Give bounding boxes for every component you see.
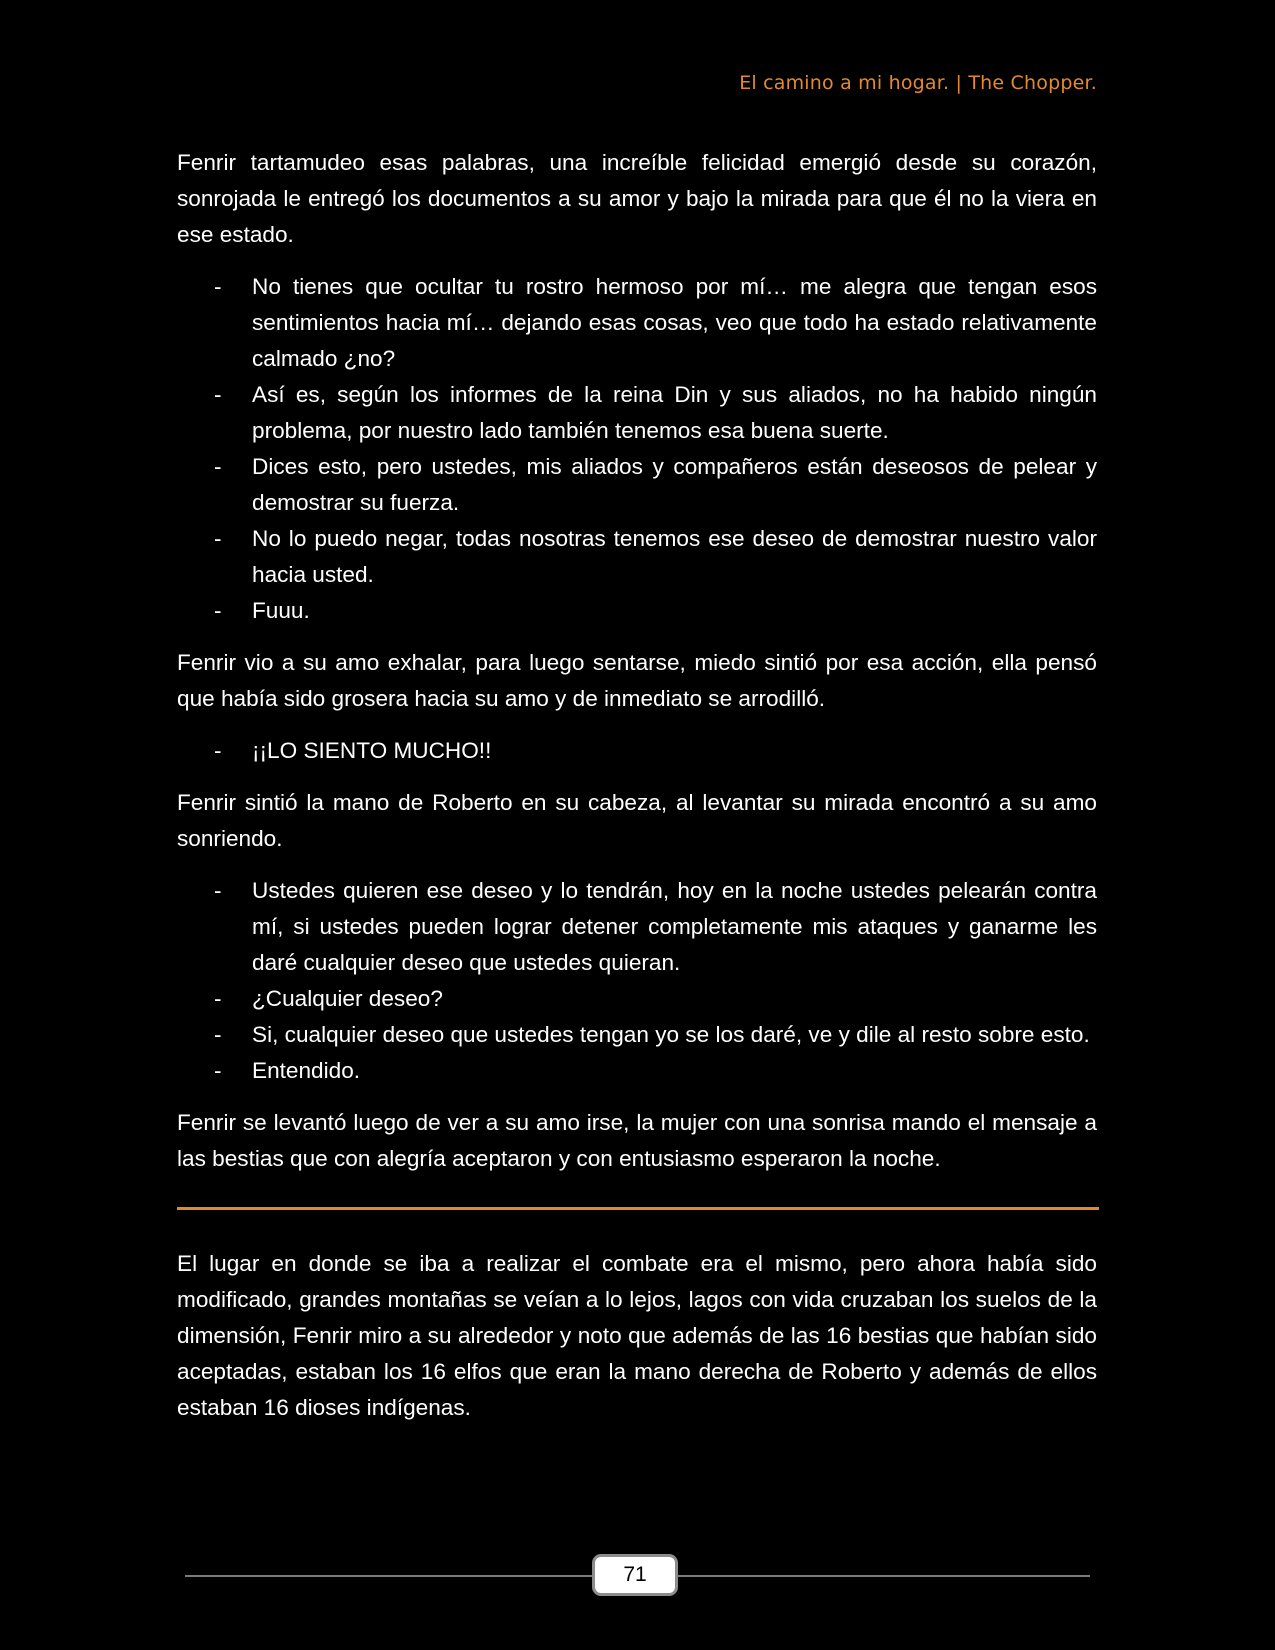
paragraph: Fenrir sintió la mano de Roberto en su cabeza, al levantar su mirada encontró a su amo sonriendo. [177, 790, 1097, 851]
dialogue-line [177, 269, 1097, 377]
dialogue-text: ¡¡LO SIENTO MUCHO!! [252, 738, 492, 763]
dialogue-text: Ustedes quieren ese deseo y lo tendrán, hoy en la noche ustedes pelearán contra mí, si ustedes pueden lograr detener completamente mis ataques y ganarme les daré cualquier deseo que ustedes quieran. [252, 878, 1097, 975]
paragraph: El lugar en donde se iba a realizar el combate era el mismo, pero ahora había sido modificado, grandes montañas se veían a lo lejos, lagos con vida cruzaban los suelos de la dimensión, Fenrir miro a su alrededor y noto que además de las 16 bestias que habían sido aceptadas, estaban los 16 elfos que eran la mano derecha de Roberto y además de ellos estaban 16 dioses indígenas. [177, 1251, 1097, 1420]
dialogue-line [177, 449, 1097, 521]
dialogue-dash: - [214, 878, 222, 903]
dialogue-dash: - [214, 1058, 222, 1083]
dialogue-line [177, 873, 1097, 981]
dialogue-text: Dices esto, pero ustedes, mis aliados y compañeros están deseosos de pelear y demostrar su fuerza. [252, 454, 1097, 515]
dialogue-line [177, 377, 1097, 449]
dialogue-line [177, 733, 1097, 769]
dialogue-list [177, 733, 1097, 769]
page-content [177, 145, 1097, 1442]
dialogue-text: Entendido. [252, 1058, 361, 1083]
dialogue-dash: - [214, 382, 222, 407]
dialogue-text: No tienes que ocultar tu rostro hermoso por mí… me alegra que tengan esos sentimientos hacia mí… dejando esas cosas, veo que todo ha estado relativamente calmado ¿no? [252, 274, 1097, 371]
paragraph: Fenrir tartamudeo esas palabras, una increíble felicidad emergió desde su corazón, sonrojada le entregó los documentos a su amor y bajo la mirada para que él no la viera en ese estado. [177, 150, 1097, 247]
running-header: El camino a mi hogar. | The Chopper. [739, 72, 1097, 94]
page-number: 71 [592, 1554, 678, 1596]
dialogue-text: No lo puedo negar, todas nosotras tenemos ese deseo de demostrar nuestro valor hacia usted. [252, 526, 1097, 587]
dialogue-dash: - [214, 454, 222, 479]
dialogue-line [177, 521, 1097, 593]
dialogue-list [177, 269, 1097, 629]
dialogue-text: ¿Cualquier deseo? [252, 986, 443, 1011]
dialogue-list [177, 873, 1097, 1089]
dialogue-text: Fuuu. [252, 598, 310, 623]
dialogue-dash: - [214, 1022, 222, 1047]
dialogue-text: Así es, según los informes de la reina Din y sus aliados, no ha habido ningún problema, por nuestro lado también tenemos esa buena suerte. [252, 382, 1097, 443]
dialogue-dash: - [214, 986, 222, 1011]
paragraph: Fenrir se levantó luego de ver a su amo irse, la mujer con una sonrisa mando el mensaje a las bestias que con alegría aceptaron y con entusiasmo esperaron la noche. [177, 1110, 1097, 1171]
scene-separator [177, 1207, 1099, 1210]
dialogue-dash: - [214, 598, 222, 623]
dialogue-line [177, 981, 1097, 1017]
dialogue-dash: - [214, 738, 222, 763]
paragraph: Fenrir vio a su amo exhalar, para luego sentarse, miedo sintió por esa acción, ella pensó que había sido grosera hacia su amo y de inmediato se arrodilló. [177, 650, 1097, 711]
dialogue-text: Si, cualquier deseo que ustedes tengan yo se los daré, ve y dile al resto sobre esto. [252, 1022, 1090, 1047]
dialogue-dash: - [214, 274, 222, 299]
dialogue-dash: - [214, 526, 222, 551]
dialogue-line [177, 1017, 1097, 1053]
dialogue-line [177, 1053, 1097, 1089]
dialogue-line [177, 593, 1097, 629]
